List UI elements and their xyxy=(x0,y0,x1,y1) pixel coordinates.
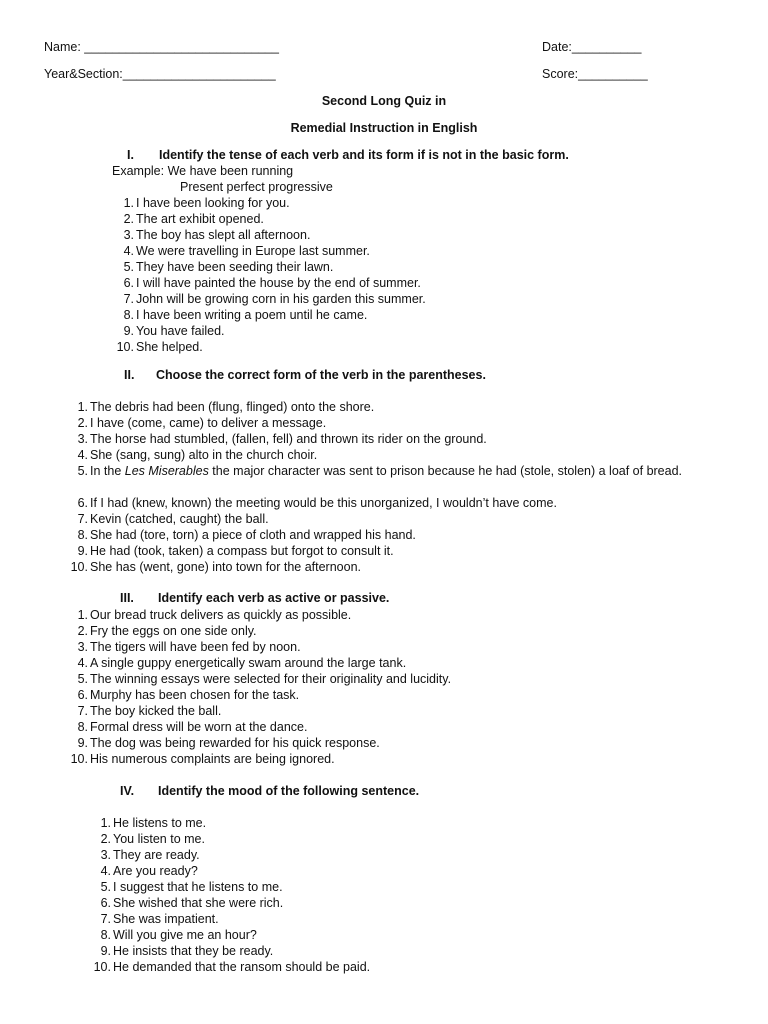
name-field-label: Name: ____________________________ xyxy=(44,40,279,54)
list-item: 1. Our bread truck delivers as quickly as possible. xyxy=(77,608,352,622)
list-item: 4. We were travelling in Europe last summer. xyxy=(123,244,370,258)
list-item: 1. I have been looking for you. xyxy=(123,196,290,210)
list-item: 4. She (sang, sung) alto in the church choir. xyxy=(77,448,318,462)
list-item: 8. Formal dress will be worn at the dance. xyxy=(77,720,308,734)
section-1-list xyxy=(112,195,712,355)
list-item: 6. Murphy has been chosen for the task. xyxy=(77,688,300,702)
section-1-numeral: I. xyxy=(127,148,134,162)
section-1-heading xyxy=(127,148,569,162)
list-item: 2. The art exhibit opened. xyxy=(123,212,264,226)
list-item: 4. Are you ready? xyxy=(100,864,198,878)
list-item: 10. His numerous complaints are being ignored. xyxy=(70,752,335,766)
list-item: 8. I have been writing a poem until he came. xyxy=(123,308,368,322)
list-item: 2. You listen to me. xyxy=(100,832,205,846)
list-item: 5. The winning essays were selected for their originality and lucidity. xyxy=(77,672,452,686)
book-title: Les Miserables xyxy=(124,464,209,478)
year-section-field-label: Year&Section:______________________ xyxy=(44,67,276,81)
section-4-list xyxy=(89,815,709,975)
list-item: 3. The boy has slept all afternoon. xyxy=(123,228,311,242)
list-item: 3. The horse had stumbled, (fallen, fell) and thrown its rider on the ground. xyxy=(77,432,487,446)
list-item: 9. You have failed. xyxy=(123,324,225,338)
list-item: 7. John will be growing corn in his garden this summer. xyxy=(123,292,426,306)
section-4-heading xyxy=(120,784,419,798)
list-item: 2. I have (come, came) to deliver a message. xyxy=(77,416,327,430)
list-item: 9. The dog was being rewarded for his quick response. xyxy=(77,736,380,750)
date-field-label: Date:__________ xyxy=(542,40,642,54)
section-3-heading xyxy=(120,591,389,605)
list-item: 5. In the Les Miserables the major character was sent to prison because he had (stole, stolen) a loaf of bread. xyxy=(77,464,683,478)
section-2-list xyxy=(66,399,726,575)
example-answer: Present perfect progressive xyxy=(180,180,333,194)
quiz-subtitle: Remedial Instruction in English xyxy=(290,121,478,135)
list-item: 1. He listens to me. xyxy=(100,816,207,830)
quiz-title: Second Long Quiz in xyxy=(321,94,447,108)
list-item: 10. He demanded that the ransom should be paid. xyxy=(93,960,371,974)
section-4-instruction: Identify the mood of the following sentence. xyxy=(158,784,420,798)
list-item: 8. She had (tore, torn) a piece of cloth and wrapped his hand. xyxy=(77,528,416,542)
list-item: 8. Will you give me an hour? xyxy=(100,928,257,942)
list-item: 6. She wished that she were rich. xyxy=(100,896,284,910)
section-2-instruction: Choose the correct form of the verb in the parentheses. xyxy=(156,368,486,382)
list-item: 3. They are ready. xyxy=(100,848,200,862)
section-4-numeral: IV. xyxy=(120,784,135,798)
list-item: 10. She has (went, gone) into town for the afternoon. xyxy=(70,560,362,574)
section-1-instruction: Identify the tense of each verb and its form if is not in the basic form. xyxy=(159,148,569,162)
example-line: Example: We have been running xyxy=(112,164,294,178)
score-field-label: Score:__________ xyxy=(542,67,648,81)
section-3-numeral: III. xyxy=(120,591,134,605)
list-item: 5. They have been seeding their lawn. xyxy=(123,260,334,274)
list-item: 7. She was impatient. xyxy=(100,912,219,926)
list-item: 9. He had (took, taken) a compass but forgot to consult it. xyxy=(77,544,394,558)
section-2-heading xyxy=(124,368,486,382)
list-item: 9. He insists that they be ready. xyxy=(100,944,274,958)
list-item: 10. She helped. xyxy=(116,340,203,354)
list-item: 2. Fry the eggs on one side only. xyxy=(77,624,257,638)
section-3-list xyxy=(66,607,726,767)
list-item: 6. If I had (knew, known) the meeting would be this unorganized, I wouldn’t have come. xyxy=(77,496,557,510)
list-item: 6. I will have painted the house by the end of summer. xyxy=(123,276,421,290)
list-item: 3. The tigers will have been fed by noon. xyxy=(77,640,301,654)
section-3-instruction: Identify each verb as active or passive. xyxy=(158,591,390,605)
list-item: 7. Kevin (catched, caught) the ball. xyxy=(77,512,269,526)
section-2-numeral: II. xyxy=(124,368,135,382)
list-item: 5. I suggest that he listens to me. xyxy=(100,880,283,894)
list-item: 7. The boy kicked the ball. xyxy=(77,704,222,718)
list-item: 1. The debris had been (flung, flinged) onto the shore. xyxy=(77,400,375,414)
list-item: 4. A single guppy energetically swam around the large tank. xyxy=(77,656,407,670)
